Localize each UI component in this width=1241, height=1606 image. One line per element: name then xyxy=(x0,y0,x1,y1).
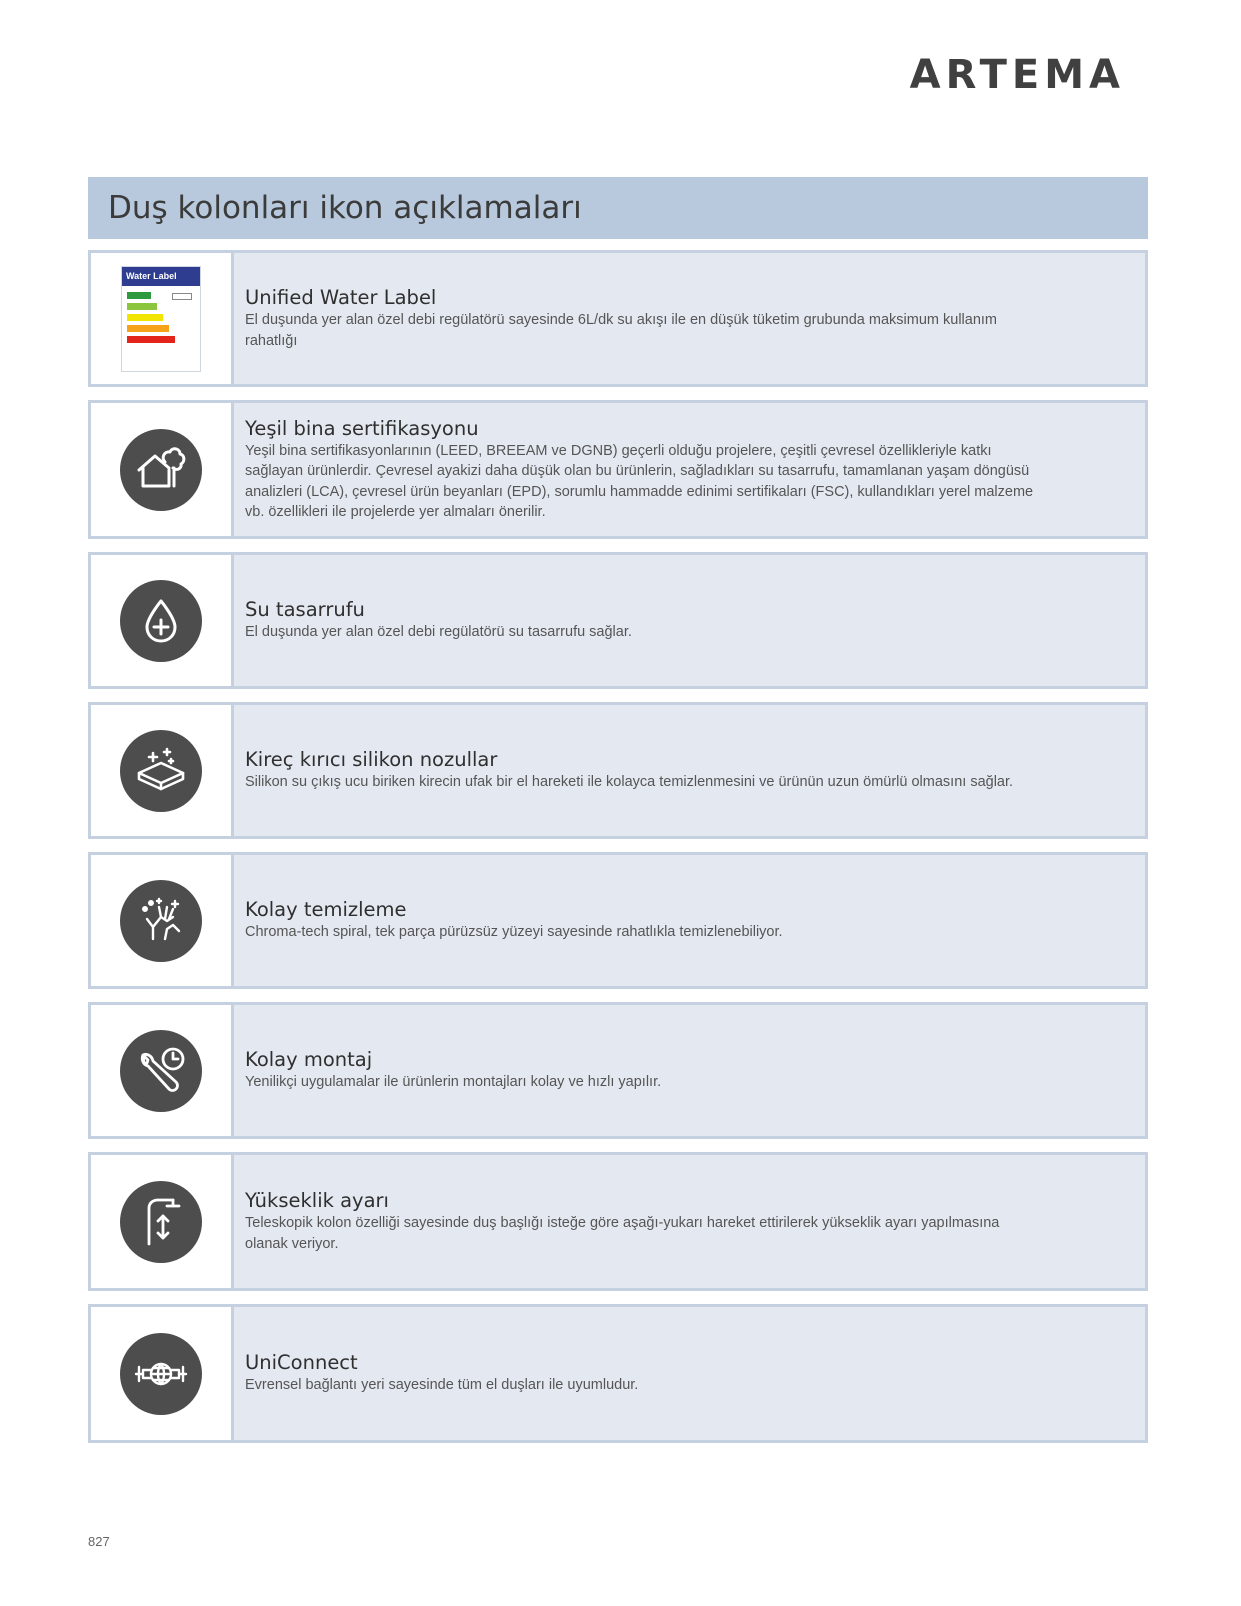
icon-cell xyxy=(91,1005,234,1136)
text-cell xyxy=(234,253,1145,384)
row-description: Silikon su çıkış ucu biriken kirecin ufak bir el hareketi ile kolayca temizlenmesini ve ürünün uzun ömürlü olmasını sağlar. xyxy=(245,774,1014,791)
row-title: Unified Water Label xyxy=(245,286,437,309)
water-drop-icon xyxy=(120,580,202,662)
text-cell xyxy=(234,1005,1145,1136)
row-description: Evrensel bağlantı yeri sayesinde tüm el duşları ile uyumludur. xyxy=(245,1377,639,1394)
row-title: Su tasarrufu xyxy=(245,598,365,622)
icon-cell xyxy=(91,253,234,384)
row-description: Teleskopik kolon özelliği sayesinde duş başlığı isteğe göre aşağı-yukarı hareket ettirilerek yükseklik ayarı yapılmasına olanak veriyor. xyxy=(245,1215,1000,1252)
text-cell xyxy=(234,705,1145,836)
row-title: Yeşil bina sertifikasyonu xyxy=(245,416,479,440)
icon-legend-list xyxy=(88,250,1148,1456)
icon-cell xyxy=(91,855,234,986)
legend-row-easy-installation xyxy=(88,1002,1148,1139)
legend-row-water-saving xyxy=(88,552,1148,689)
water-label-icon-text: Water Label xyxy=(126,271,177,281)
silicone-nozzle-icon xyxy=(120,730,202,812)
legend-row-water-label xyxy=(88,250,1148,387)
icon-cell xyxy=(91,403,234,536)
row-title: Yükseklik ayarı xyxy=(245,1189,389,1212)
section-title: Duş kolonları ikon açıklamaları xyxy=(108,190,582,226)
page-number: 827 xyxy=(88,1534,110,1549)
row-title: Kireç kırıcı silikon nozullar xyxy=(245,748,498,772)
icon-cell xyxy=(91,1307,234,1440)
legend-row-silicone-nozzles xyxy=(88,702,1148,839)
legend-row-height-adjust xyxy=(88,1152,1148,1291)
wrench-clock-icon xyxy=(120,1030,202,1112)
row-description: El duşunda yer alan özel debi regülatörü su tasarrufu sağlar. xyxy=(245,624,632,641)
green-building-icon xyxy=(120,429,202,511)
section-header xyxy=(88,177,1148,239)
uniconnect-icon xyxy=(120,1333,202,1415)
text-cell xyxy=(234,403,1145,536)
text-cell xyxy=(234,1307,1145,1440)
icon-cell xyxy=(91,1155,234,1288)
row-description: Yeşil bina sertifikasyonlarının (LEED, BREEAM ve DGNB) geçerli olduğu projelere, çeşitli çevresel özellikleriyle katkı sağlayan ürünlerdir. Çevresel ayakizi daha düşük olan bu ürünlerin, sağladıkları su tasarrufu, tamamlanan yaşam döngüsü analizleri (LCA), çevresel ürün beyanları (EPD), sorumlu hammadde edinimi sertifikaları (FSC), kullandıkları yerel malzeme vb. özellikleri ile projelerde yer almaları önerilir. xyxy=(245,442,1034,520)
legend-row-easy-clean xyxy=(88,852,1148,989)
brand-logo: ARTEMA xyxy=(909,52,1125,98)
row-title: Kolay temizleme xyxy=(245,898,407,922)
water-label-icon xyxy=(121,266,201,372)
row-title: Kolay montaj xyxy=(245,1048,373,1072)
legend-row-green-building xyxy=(88,400,1148,539)
row-description: Chroma-tech spiral, tek parça pürüzsüz yüzeyi sayesinde rahatlıkla temizlenebiliyor. xyxy=(245,924,783,941)
easy-clean-icon xyxy=(120,880,202,962)
row-title: UniConnect xyxy=(245,1351,358,1375)
legend-row-uniconnect xyxy=(88,1304,1148,1443)
icon-cell xyxy=(91,705,234,836)
icon-cell xyxy=(91,555,234,686)
row-description: El duşunda yer alan özel debi regülatörü sayesinde 6L/dk su akışı ile en düşük tüketim grubunda maksimum kullanım rahatlığı xyxy=(245,312,997,349)
text-cell xyxy=(234,1155,1145,1288)
height-adjust-icon xyxy=(120,1181,202,1263)
row-description: Yenilikçi uygulamalar ile ürünlerin montajları kolay ve hızlı yapılır. xyxy=(245,1074,662,1091)
text-cell xyxy=(234,555,1145,686)
text-cell xyxy=(234,855,1145,986)
